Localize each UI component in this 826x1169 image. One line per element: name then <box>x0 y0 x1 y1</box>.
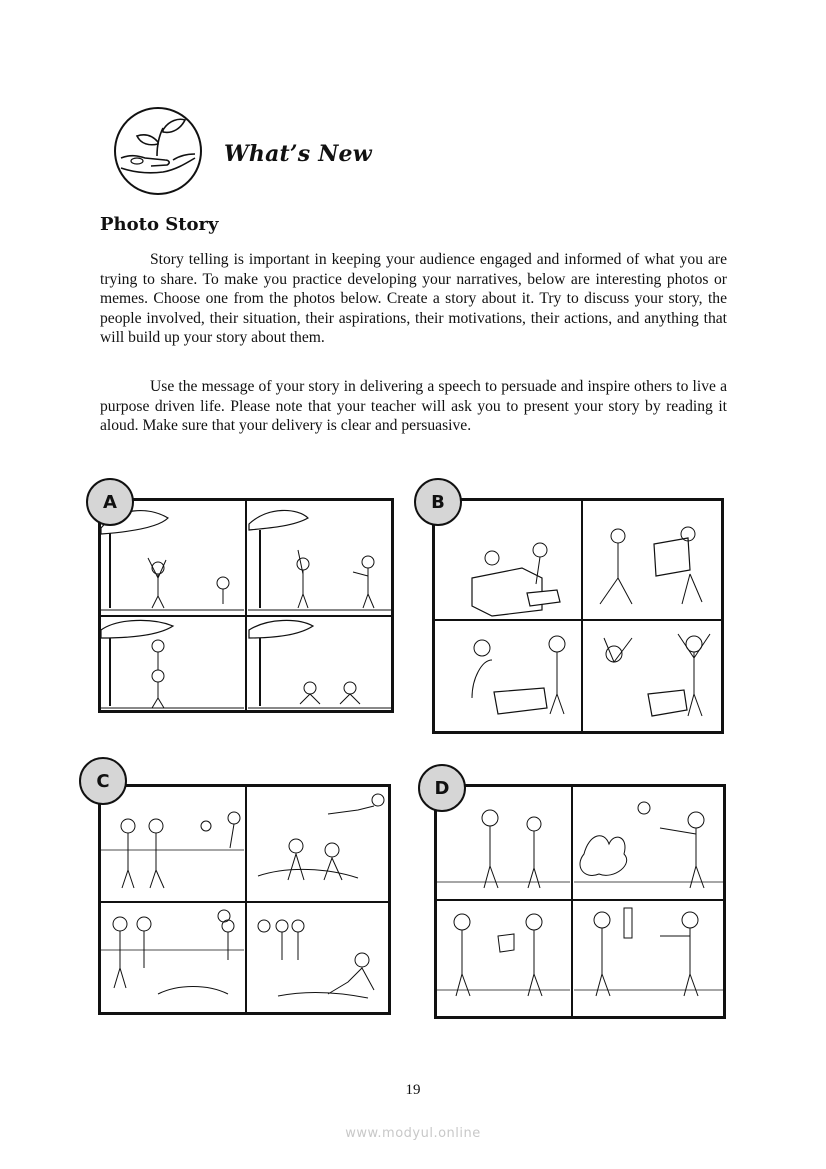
comic-strip-d <box>434 784 726 1019</box>
option-label: B <box>414 478 462 526</box>
watermark: www.modyul.online <box>345 1126 481 1141</box>
option-label: C <box>79 757 127 805</box>
option-label: A <box>86 478 134 526</box>
paragraph-1: Story telling is important in keeping your audience engaged and informed of what you are trying to share. To make you practice developing your narratives, below are interesting photos or memes. Choose one from the photos below. Create a story about it. Try to discuss your story, the people involved, their situation, their aspirations, their motivations, their actions, and anything that will build up your story about them. <box>100 251 727 347</box>
hands-with-seedling-icon <box>113 106 203 196</box>
page-number: 19 <box>405 1082 421 1098</box>
subtitle: Photo Story <box>100 214 219 235</box>
option-label: D <box>418 764 466 812</box>
section-title: What’s New <box>224 141 372 167</box>
comic-strip-a <box>98 498 394 713</box>
paragraph-2: Use the message of your story in delivering a speech to persuade and inspire others to live a purpose driven life. Please note that your teacher will ask you to present your story by reading it aloud. Make sure that your delivery is clear and persuasive. <box>100 378 727 435</box>
comic-strip-c <box>98 784 391 1015</box>
comic-strip-b <box>432 498 724 734</box>
